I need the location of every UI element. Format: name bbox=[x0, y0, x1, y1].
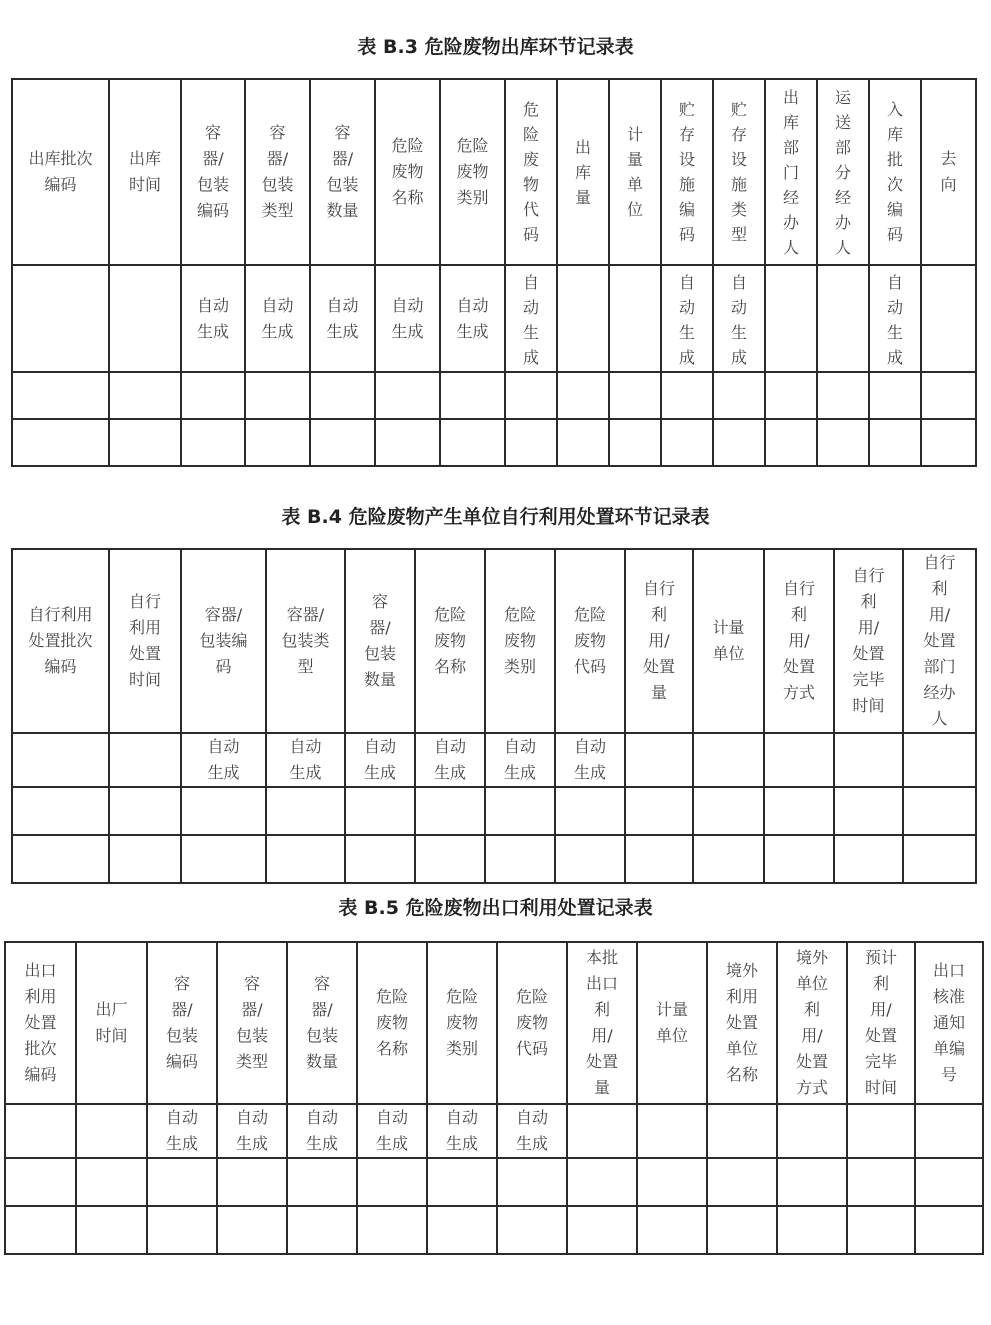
b3-blank-cell bbox=[181, 419, 245, 466]
b5-blank-cell bbox=[707, 1206, 777, 1254]
b3-header-cell bbox=[375, 79, 440, 265]
b4-header-cell bbox=[266, 549, 345, 733]
b4-blank-cell bbox=[109, 787, 181, 835]
b5-header-label: 境外单位利用/处置方式 bbox=[795, 948, 828, 1097]
b5-auto-label: 自动生成 bbox=[515, 1108, 548, 1153]
b4-header-cell bbox=[415, 549, 485, 733]
b3-blank-cell bbox=[921, 372, 976, 419]
b5-header-label: 出口核准通知单编号 bbox=[932, 961, 965, 1084]
b4-auto-cell bbox=[345, 733, 415, 787]
b5-header-cell bbox=[915, 942, 983, 1104]
b3-auto-cell bbox=[609, 265, 661, 372]
b4-blank-cell bbox=[12, 835, 109, 883]
b3-blank-cell bbox=[661, 372, 713, 419]
b3-auto-label: 自动生成 bbox=[522, 273, 539, 367]
b3-auto-cell bbox=[440, 265, 505, 372]
b4-header-label: 危险废物类别 bbox=[503, 605, 536, 676]
b5-auto-cell bbox=[147, 1104, 217, 1158]
b3-auto-cell bbox=[557, 265, 609, 372]
b4-header-label: 危险废物代码 bbox=[573, 605, 606, 676]
b5-auto-cell bbox=[357, 1104, 427, 1158]
b4-header-label: 计量单位 bbox=[712, 618, 745, 663]
b3-auto-cell bbox=[765, 265, 817, 372]
b4-blank-cell bbox=[555, 787, 625, 835]
b4-auto-cell bbox=[266, 733, 345, 787]
b5-blank-cell bbox=[76, 1206, 147, 1254]
b5-header-cell bbox=[76, 942, 147, 1104]
b5-header-label: 危险废物类别 bbox=[445, 987, 478, 1058]
b4-header-cell bbox=[625, 549, 693, 733]
b4-auto-cell bbox=[834, 733, 903, 787]
b4-blank-cell bbox=[834, 835, 903, 883]
b3-auto-cell bbox=[12, 265, 109, 372]
b3-header-label: 危险废物名称 bbox=[391, 136, 424, 207]
b4-auto-cell bbox=[181, 733, 266, 787]
b4-blank-cell bbox=[764, 835, 834, 883]
b4-header-label: 容器/包装数量 bbox=[363, 592, 396, 689]
b4-auto-cell bbox=[415, 733, 485, 787]
b5-blank-cell bbox=[915, 1206, 983, 1254]
b5-header-cell bbox=[357, 942, 427, 1104]
b4-header-label: 自行利用/处置方式 bbox=[782, 579, 815, 702]
b4-blank-cell bbox=[181, 787, 266, 835]
b5-header-label: 容器/包装编码 bbox=[165, 974, 198, 1071]
b3-header-label: 容器/包装类型 bbox=[261, 123, 294, 220]
b3-blank-cell bbox=[713, 372, 765, 419]
b5-blank-cell bbox=[427, 1158, 497, 1206]
b4-header-label: 容器/包装类型 bbox=[281, 605, 330, 676]
b5-header-cell bbox=[497, 942, 567, 1104]
b3-blank-cell bbox=[245, 419, 310, 466]
b3-auto-cell bbox=[817, 265, 869, 372]
b5-blank-cell bbox=[497, 1158, 567, 1206]
b5-header-cell bbox=[427, 942, 497, 1104]
b3-auto-cell bbox=[375, 265, 440, 372]
b4-blank-cell bbox=[181, 835, 266, 883]
b3-blank-cell bbox=[609, 419, 661, 466]
b4-header-cell bbox=[109, 549, 181, 733]
b5-blank-cell bbox=[567, 1158, 637, 1206]
b5-header-label: 出口利用处置批次编码 bbox=[24, 961, 57, 1084]
b5-auto-label: 自动生成 bbox=[165, 1108, 198, 1153]
b3-auto-label: 自动生成 bbox=[391, 295, 424, 341]
b4-header-cell bbox=[555, 549, 625, 733]
b3-blank-cell bbox=[921, 419, 976, 466]
b3-blank-cell bbox=[12, 419, 109, 466]
table-b5 bbox=[4, 941, 984, 1255]
b3-header-cell bbox=[181, 79, 245, 265]
b5-auto-cell bbox=[287, 1104, 357, 1158]
b4-auto-cell bbox=[764, 733, 834, 787]
b3-auto-cell bbox=[921, 265, 976, 372]
b5-auto-cell bbox=[915, 1104, 983, 1158]
b3-auto-cell bbox=[505, 265, 557, 372]
b3-header-label: 容器/包装编码 bbox=[196, 123, 229, 220]
b5-blank-cell bbox=[637, 1206, 707, 1254]
b4-auto-cell bbox=[485, 733, 555, 787]
b4-blank-cell bbox=[345, 787, 415, 835]
b5-auto-label: 自动生成 bbox=[305, 1108, 338, 1153]
b3-auto-label: 自动生成 bbox=[326, 295, 359, 341]
b4-header-label: 容器/包装编码 bbox=[199, 605, 248, 676]
b5-blank-cell bbox=[5, 1158, 76, 1206]
b3-blank-cell bbox=[12, 372, 109, 419]
b5-blank-cell bbox=[76, 1158, 147, 1206]
b5-header-label: 危险废物代码 bbox=[515, 987, 548, 1058]
b3-blank-cell bbox=[109, 419, 181, 466]
b3-header-label: 容器/包装数量 bbox=[326, 123, 359, 220]
b4-auto-label: 自动生成 bbox=[573, 737, 606, 782]
b4-auto-label: 自动生成 bbox=[289, 737, 322, 782]
b4-blank-cell bbox=[266, 787, 345, 835]
b5-auto-cell bbox=[5, 1104, 76, 1158]
b3-auto-cell bbox=[661, 265, 713, 372]
b5-blank-cell bbox=[147, 1206, 217, 1254]
b4-auto-cell bbox=[12, 733, 109, 787]
b4-blank-cell bbox=[693, 835, 764, 883]
b4-header-label: 自行利用处置批次编码 bbox=[28, 605, 93, 676]
b5-blank-cell bbox=[915, 1158, 983, 1206]
b5-header-cell bbox=[777, 942, 847, 1104]
b3-blank-cell bbox=[557, 372, 609, 419]
b5-auto-cell bbox=[427, 1104, 497, 1158]
b4-header-cell bbox=[903, 549, 976, 733]
b3-blank-cell bbox=[375, 372, 440, 419]
b4-blank-cell bbox=[266, 835, 345, 883]
b5-header-label: 本批出口利用/处置量 bbox=[585, 948, 618, 1097]
b5-header-label: 危险废物名称 bbox=[375, 987, 408, 1058]
b3-blank-cell bbox=[765, 419, 817, 466]
b3-header-label: 危险废物类别 bbox=[456, 136, 489, 207]
b5-auto-cell bbox=[217, 1104, 287, 1158]
b5-blank-cell bbox=[217, 1158, 287, 1206]
b5-header-cell bbox=[287, 942, 357, 1104]
b5-blank-cell bbox=[147, 1158, 217, 1206]
b3-header-cell bbox=[109, 79, 181, 265]
b4-blank-cell bbox=[485, 835, 555, 883]
b5-auto-cell bbox=[707, 1104, 777, 1158]
b3-auto-label: 自动生成 bbox=[261, 295, 294, 341]
b4-blank-cell bbox=[555, 835, 625, 883]
b3-header-cell bbox=[713, 79, 765, 265]
b3-header-cell bbox=[765, 79, 817, 265]
b3-blank-cell bbox=[817, 372, 869, 419]
b3-header-label: 贮存设施编码 bbox=[678, 100, 695, 244]
b5-blank-cell bbox=[847, 1206, 915, 1254]
b4-header-label: 自行利用/处置部门经办人 bbox=[923, 553, 956, 728]
b5-auto-cell bbox=[847, 1104, 915, 1158]
b3-header-cell bbox=[661, 79, 713, 265]
b4-blank-cell bbox=[764, 787, 834, 835]
b3-header-cell bbox=[557, 79, 609, 265]
b4-header-cell bbox=[181, 549, 266, 733]
b4-blank-cell bbox=[345, 835, 415, 883]
b5-header-cell bbox=[847, 942, 915, 1104]
b5-header-cell bbox=[147, 942, 217, 1104]
b3-auto-label: 自动生成 bbox=[678, 273, 695, 367]
b4-auto-cell bbox=[109, 733, 181, 787]
b4-auto-label: 自动生成 bbox=[207, 737, 240, 782]
b3-header-cell bbox=[921, 79, 976, 265]
b5-header-label: 境外利用处置单位名称 bbox=[725, 961, 758, 1084]
b5-blank-cell bbox=[217, 1206, 287, 1254]
b3-header-cell bbox=[12, 79, 109, 265]
b3-header-label: 危险废物代码 bbox=[522, 100, 539, 244]
b4-auto-cell bbox=[625, 733, 693, 787]
table-b4-title: 表 B.4 危险废物产生单位自行利用处置环节记录表 bbox=[281, 506, 710, 528]
b3-auto-label: 自动生成 bbox=[456, 295, 489, 341]
b3-blank-cell bbox=[609, 372, 661, 419]
b5-auto-cell bbox=[497, 1104, 567, 1158]
b4-blank-cell bbox=[625, 787, 693, 835]
b4-header-cell bbox=[834, 549, 903, 733]
b3-blank-cell bbox=[505, 372, 557, 419]
b3-header-cell bbox=[505, 79, 557, 265]
b5-header-label: 出厂时间 bbox=[95, 1000, 128, 1045]
b3-blank-cell bbox=[440, 372, 505, 419]
b3-auto-label: 自动生成 bbox=[196, 295, 229, 341]
b3-header-cell bbox=[440, 79, 505, 265]
b4-blank-cell bbox=[834, 787, 903, 835]
b3-blank-cell bbox=[869, 372, 921, 419]
b3-header-label: 出库量 bbox=[574, 137, 591, 207]
b3-blank-cell bbox=[375, 419, 440, 466]
b5-auto-cell bbox=[637, 1104, 707, 1158]
b5-blank-cell bbox=[567, 1206, 637, 1254]
b5-auto-label: 自动生成 bbox=[445, 1108, 478, 1153]
b5-header-cell bbox=[217, 942, 287, 1104]
b5-blank-cell bbox=[357, 1206, 427, 1254]
b3-auto-cell bbox=[310, 265, 375, 372]
b5-blank-cell bbox=[777, 1206, 847, 1254]
b5-blank-cell bbox=[847, 1158, 915, 1206]
b5-header-cell bbox=[707, 942, 777, 1104]
b3-blank-cell bbox=[869, 419, 921, 466]
b3-blank-cell bbox=[109, 372, 181, 419]
b4-header-label: 自行利用处置时间 bbox=[128, 592, 161, 689]
b3-auto-cell bbox=[713, 265, 765, 372]
b3-blank-cell bbox=[505, 419, 557, 466]
b4-auto-label: 自动生成 bbox=[433, 737, 466, 782]
b4-auto-label: 自动生成 bbox=[363, 737, 396, 782]
b5-blank-cell bbox=[777, 1158, 847, 1206]
b3-blank-cell bbox=[245, 372, 310, 419]
b4-blank-cell bbox=[625, 835, 693, 883]
b3-header-cell bbox=[817, 79, 869, 265]
b5-blank-cell bbox=[637, 1158, 707, 1206]
b4-auto-cell bbox=[555, 733, 625, 787]
b4-header-label: 危险废物名称 bbox=[433, 605, 466, 676]
b4-blank-cell bbox=[415, 835, 485, 883]
b4-blank-cell bbox=[109, 835, 181, 883]
b3-header-cell bbox=[245, 79, 310, 265]
b3-header-cell bbox=[869, 79, 921, 265]
b4-header-cell bbox=[345, 549, 415, 733]
b3-auto-label: 自动生成 bbox=[886, 273, 903, 367]
b5-blank-cell bbox=[707, 1158, 777, 1206]
b4-blank-cell bbox=[12, 787, 109, 835]
b4-auto-cell bbox=[693, 733, 764, 787]
b4-blank-cell bbox=[693, 787, 764, 835]
b3-blank-cell bbox=[310, 372, 375, 419]
b4-auto-cell bbox=[903, 733, 976, 787]
b5-header-cell bbox=[5, 942, 76, 1104]
b5-header-label: 容器/包装数量 bbox=[305, 974, 338, 1071]
b3-blank-cell bbox=[181, 372, 245, 419]
b5-header-cell bbox=[637, 942, 707, 1104]
b3-blank-cell bbox=[817, 419, 869, 466]
b3-header-cell bbox=[310, 79, 375, 265]
table-b3 bbox=[11, 78, 977, 467]
b5-auto-cell bbox=[76, 1104, 147, 1158]
b3-header-label: 出库时间 bbox=[128, 149, 161, 194]
b3-header-label: 出库部门经办人 bbox=[782, 87, 799, 257]
table-b5-title: 表 B.5 危险废物出口利用处置记录表 bbox=[338, 897, 653, 919]
b3-blank-cell bbox=[765, 372, 817, 419]
b5-blank-cell bbox=[287, 1158, 357, 1206]
table-b3-title: 表 B.3 危险废物出库环节记录表 bbox=[357, 36, 634, 58]
b4-header-cell bbox=[764, 549, 834, 733]
b4-blank-cell bbox=[903, 835, 976, 883]
b4-header-cell bbox=[12, 549, 109, 733]
b4-auto-label: 自动生成 bbox=[503, 737, 536, 782]
b5-header-label: 容器/包装类型 bbox=[235, 974, 268, 1071]
b4-blank-cell bbox=[903, 787, 976, 835]
b3-header-label: 计量单位 bbox=[626, 125, 643, 219]
b3-blank-cell bbox=[310, 419, 375, 466]
b3-header-cell bbox=[609, 79, 661, 265]
b4-header-label: 自行利用/处置完毕时间 bbox=[852, 566, 885, 715]
b3-auto-cell bbox=[181, 265, 245, 372]
b4-header-label: 自行利用/处置量 bbox=[642, 579, 675, 702]
b4-header-cell bbox=[693, 549, 764, 733]
b3-auto-label: 自动生成 bbox=[730, 273, 747, 367]
b3-blank-cell bbox=[661, 419, 713, 466]
b3-header-label: 运送部分经办人 bbox=[834, 87, 851, 257]
b3-blank-cell bbox=[713, 419, 765, 466]
b4-blank-cell bbox=[485, 787, 555, 835]
table-b4 bbox=[11, 548, 977, 884]
b5-header-label: 预计利用/处置完毕时间 bbox=[864, 948, 897, 1097]
b3-blank-cell bbox=[440, 419, 505, 466]
b5-blank-cell bbox=[497, 1206, 567, 1254]
b5-header-cell bbox=[567, 942, 637, 1104]
b3-header-label: 贮存设施类型 bbox=[730, 100, 747, 244]
b5-blank-cell bbox=[357, 1158, 427, 1206]
b5-blank-cell bbox=[427, 1206, 497, 1254]
b3-auto-cell bbox=[245, 265, 310, 372]
b4-header-cell bbox=[485, 549, 555, 733]
b3-header-label: 入库批次编码 bbox=[886, 100, 903, 244]
b3-header-label: 去向 bbox=[940, 149, 957, 194]
b5-auto-label: 自动生成 bbox=[375, 1108, 408, 1153]
b4-blank-cell bbox=[415, 787, 485, 835]
b5-auto-label: 自动生成 bbox=[235, 1108, 268, 1153]
b3-header-label: 出库批次编码 bbox=[28, 149, 93, 194]
b3-auto-cell bbox=[109, 265, 181, 372]
b5-auto-cell bbox=[567, 1104, 637, 1158]
b5-blank-cell bbox=[5, 1206, 76, 1254]
b3-blank-cell bbox=[557, 419, 609, 466]
b5-header-label: 计量单位 bbox=[655, 1000, 688, 1045]
b5-blank-cell bbox=[287, 1206, 357, 1254]
b3-auto-cell bbox=[869, 265, 921, 372]
b5-auto-cell bbox=[777, 1104, 847, 1158]
